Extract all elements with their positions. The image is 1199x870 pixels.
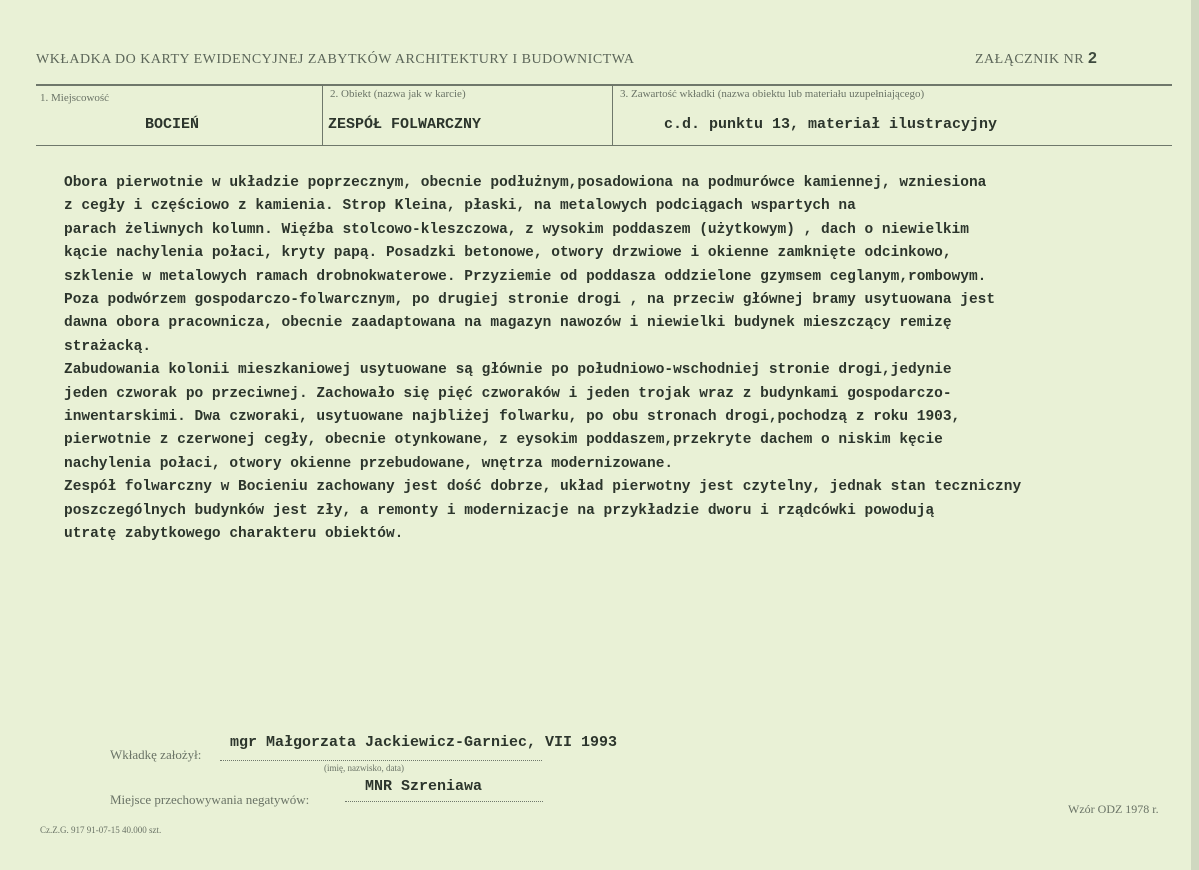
attachment-label: ZAŁĄCZNIK NR: [975, 52, 1085, 67]
text-line: jeden czworak po przeciwnej. Zachowało się pięć czworaków i jeden trojak wraz z budynkami gospodarczo-: [64, 385, 952, 402]
field-value-locality: BOCIEŃ: [145, 116, 200, 133]
text-line: parach żeliwnych kolumn. Więźba stolcowo-kleszczowa, z wysokim poddaszem (użytkowym) , dach o niewielkim: [64, 221, 969, 238]
form-title: WKŁADKA DO KARTY EWIDENCYJNEJ ZABYTKÓW ARCHITEKTURY I BUDOWNICTWA: [36, 52, 635, 67]
field-label-contents: 3. Zawartość wkładki (nazwa obiektu lub materiału uzupełniającego): [620, 88, 925, 100]
text-line: szklenie w metalowych ramach drobnokwaterowe. Przyziemie od poddasza oddzielone gzymsem ceglanym,rombowym.: [64, 268, 987, 285]
field-divider: [612, 86, 613, 145]
founder-value: mgr Małgorzata Jackiewicz-Garniec, VII 1993: [230, 734, 618, 751]
field-label-locality: 1. Miejscowość: [40, 92, 110, 104]
text-line: pierwotnie z czerwonej cegły, obecnie otynkowane, z eysokim poddaszem,przekryte dachem o niskim kęcie: [64, 432, 943, 449]
field-value-object: ZESPÓŁ FOLWARCZNY: [328, 116, 482, 133]
text-line: nachylenia połaci, otwory okienne przebudowane, wnętrza modernizowane.: [64, 455, 674, 472]
page-edge: [1191, 0, 1199, 870]
text-line: Zabudowania kolonii mieszkaniowej usytuowane są głównie po południowo-wschodniej stronie drogi,jedynie: [64, 362, 952, 379]
founder-line: [220, 760, 542, 761]
text-line: strażacką.: [64, 338, 152, 355]
text-line: kącie nachylenia połaci, kryty papą. Posadzki betonowe, otwory drzwiowe i okienne zamknięte odcinkowo,: [64, 245, 952, 262]
storage-label: Miejsce przechowywania negatywów:: [110, 792, 310, 807]
top-rule: [36, 84, 1172, 86]
attachment-number: 2: [1088, 50, 1098, 67]
field-label-object: 2. Obiekt (nazwa jak w karcie): [330, 88, 466, 100]
text-line: utratę zabytkowego charakteru obiektów.: [64, 526, 404, 543]
text-line: dawna obora pracownicza, obecnie zaadaptowana na magazyn nawozów i niewielki budynek mieszczący remizę: [64, 315, 952, 332]
founder-hint: (imię, nazwisko, data): [324, 763, 404, 773]
text-line: Poza podwórzem gospodarczo-folwarcznym, po drugiej stronie drogi , na przeciw głównej bramy usytuowana jest: [64, 292, 996, 309]
field-value-contents: c.d. punktu 13, materiał ilustracyjny: [664, 116, 998, 133]
print-info: Cz.Z.G. 917 91-07-15 40.000 szt.: [40, 825, 162, 835]
form-model: Wzór ODZ 1978 r.: [1068, 802, 1159, 816]
bottom-rule: [36, 145, 1172, 146]
text-line: inwentarskimi. Dwa czworaki, usytuowane najbliżej folwarku, po obu stronach drogi,pochodzą z roku 1903,: [64, 409, 961, 426]
storage-line: [345, 801, 543, 802]
text-line: z cegły i częściowo z kamienia. Strop Kleina, płaski, na metalowych podciągach wspartych na: [64, 198, 856, 215]
text-line: Zespół folwarczny w Bocieniu zachowany jest dość dobrze, układ pierwotny jest czytelny, jednak stan teczniczny: [64, 479, 1022, 496]
storage-value: MNR Szreniawa: [365, 778, 483, 795]
attachment-heading: [975, 50, 1097, 68]
founder-label: Wkładkę założył:: [110, 747, 202, 762]
field-divider: [322, 86, 323, 145]
text-line: Obora pierwotnie w układzie poprzecznym, obecnie podłużnym,posadowiona na podmurówce kamiennej, wzniesiona: [64, 175, 987, 191]
text-line: poszczególnych budynków jest zły, a remonty i modernizacje na przykładzie dworu i rządcówki powodują: [64, 502, 935, 519]
description-text: [64, 172, 1192, 547]
